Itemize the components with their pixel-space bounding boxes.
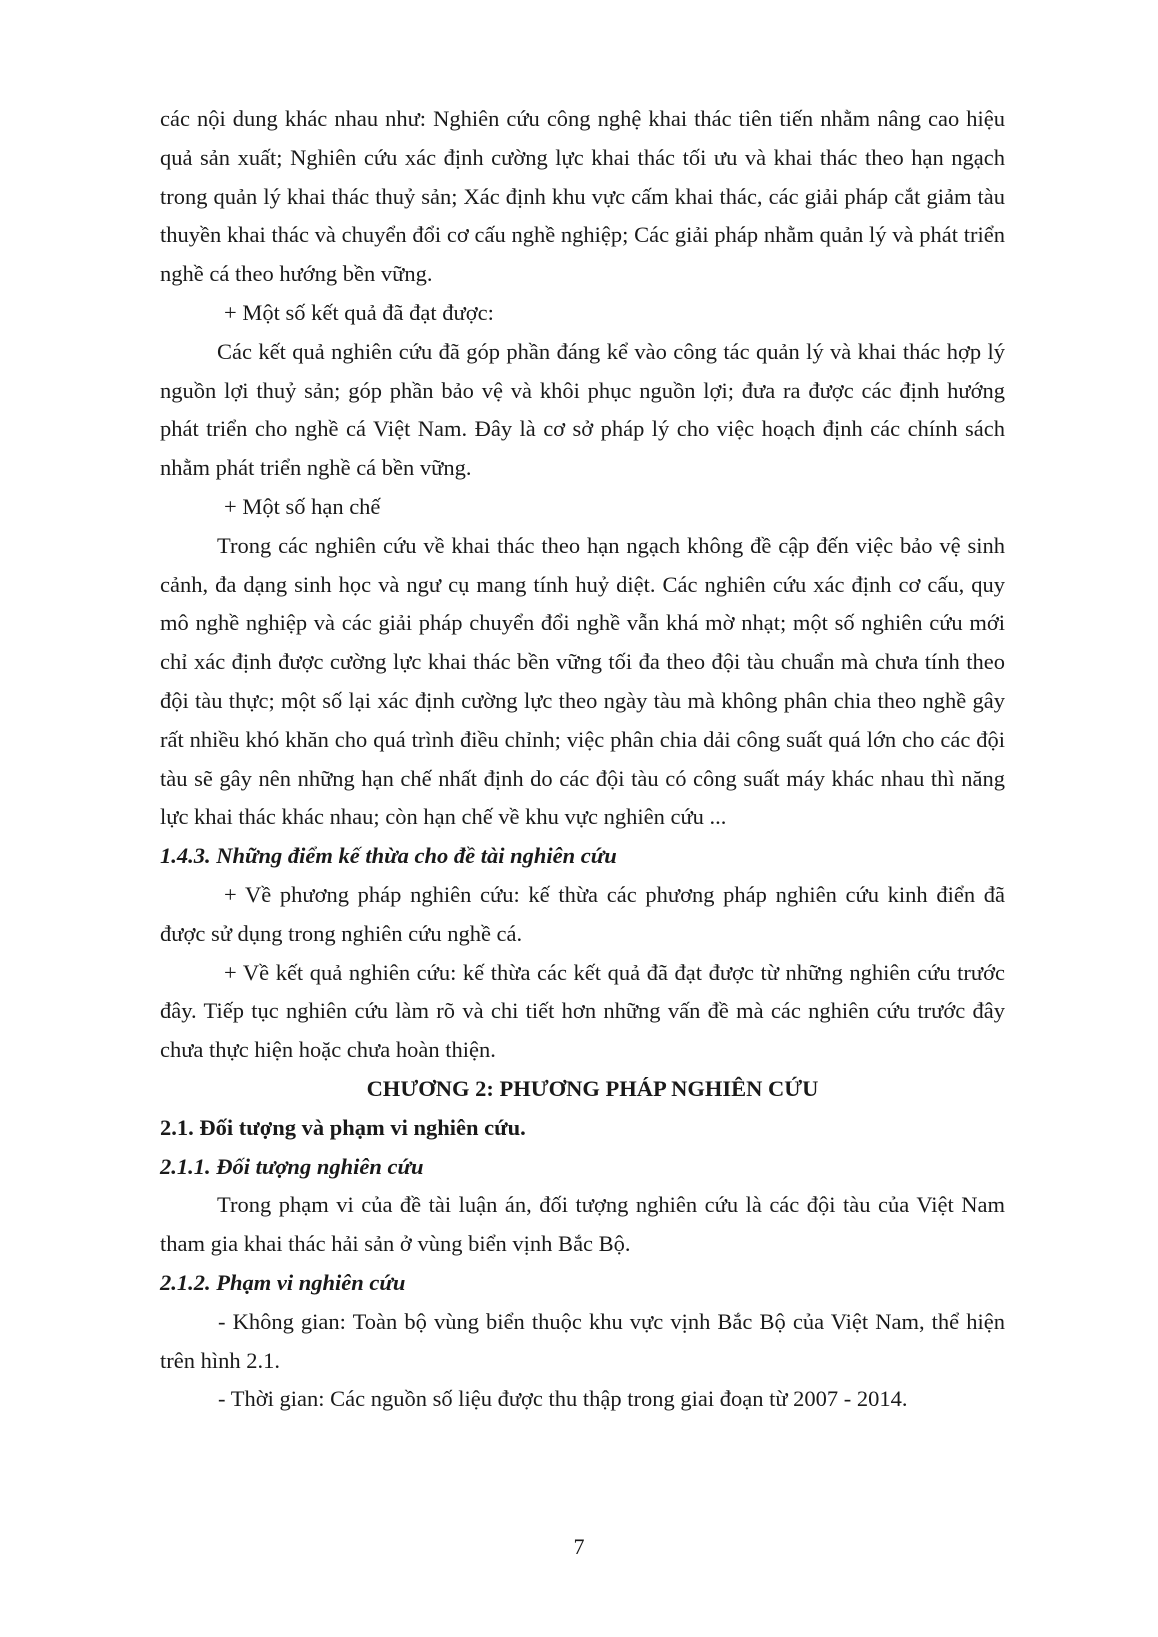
- paragraph-limitations: Trong các nghiên cứu về khai thác theo hạn ngạch không đề cập đến việc bảo vệ sinh cảnh, đa dạng sinh học và ngư cụ mang tính huỷ diệt. Các nghiên cứu xác định cơ cấu, quy mô nghề nghiệp và các giải pháp chuyển đổi nghề vẫn khá mờ nhạt; một số nghiên cứu mới chỉ xác định được cường lực khai thác bền vững tối đa theo đội tàu chuẩn mà chưa tính theo đội tàu thực; một số lại xác định cường lực theo ngày tàu mà không phân chia theo nghề gây rất nhiều khó khăn cho quá trình điều chỉnh; việc phân chia dải công suất quá lớn cho các đội tàu sẽ gây nên những hạn chế nhất định do các đội tàu có công suất máy khác nhau thì năng lực khai thác khác nhau; còn hạn chế về khu vực nghiên cứu ...: [160, 532, 1005, 830]
- paragraph-results: Các kết quả nghiên cứu đã góp phần đáng kể vào công tác quản lý và khai thác hợp lý nguồn lợi thuỷ sản; góp phần bảo vệ và khôi phục nguồn lợi; đưa ra được các định hướng phát triển cho nghề cá Việt Nam. Đây là cơ sở pháp lý cho việc hoạch định các chính sách nhằm phát triển nghề cá bền vững.: [160, 338, 1005, 481]
- paragraph-result-inheritance: + Về kết quả nghiên cứu: kế thừa các kết quả đã đạt được từ những nghiên cứu trước đây. Tiếp tục nghiên cứu làm rõ và chi tiết hơn những vấn đề mà các nghiên cứu trước đây chưa thực hiện hoặc chưa hoàn thiện.: [160, 959, 1005, 1063]
- section-heading-2-1-2: 2.1.2. Phạm vi nghiên cứu: [160, 1269, 406, 1295]
- section-heading-2-1-1: 2.1.1. Đối tượng nghiên cứu: [160, 1153, 424, 1179]
- chapter-title: CHƯƠNG 2: PHƯƠNG PHÁP NGHIÊN CỨU: [366, 1075, 819, 1101]
- paragraph-research-contents: các nội dung khác nhau như: Nghiên cứu công nghệ khai thác tiên tiến nhằm nâng cao hiệu quả sản xuất; Nghiên cứu xác định cường lực khai thác tối ưu và khai thác theo hạn ngạch trong quản lý khai thác thuỷ sản; Xác định khu vực cấm khai thác, các giải pháp cắt giảm tàu thuyền khai thác và chuyển đổi cơ cấu nghề nghiệp; Các giải pháp nhằm quản lý và phát triển nghề cá theo hướng bền vững.: [160, 106, 1005, 287]
- page-number: 7: [573, 1534, 585, 1559]
- paragraph-space-scope: - Không gian: Toàn bộ vùng biển thuộc khu vực vịnh Bắc Bộ của Việt Nam, thể hiện trên hình 2.1.: [160, 1308, 1005, 1373]
- document-page: [160, 100, 1005, 1419]
- section-heading-1-4-3: 1.4.3. Những điểm kế thừa cho đề tài nghiên cứu: [160, 843, 617, 869]
- limitations-heading: + Một số hạn chế: [224, 493, 381, 519]
- paragraph-research-subject: Trong phạm vi của đề tài luận án, đối tượng nghiên cứu là các đội tàu của Việt Nam tham gia khai thác hải sản ở vùng biển vịnh Bắc Bộ.: [160, 1192, 1005, 1257]
- paragraph-method-inheritance: + Về phương pháp nghiên cứu: kế thừa các phương pháp nghiên cứu kinh điển đã được sử dụng trong nghiên cứu nghề cá.: [160, 881, 1005, 946]
- paragraph-time-scope: - Thời gian: Các nguồn số liệu được thu thập trong giai đoạn từ 2007 - 2014.: [218, 1386, 908, 1412]
- results-heading: + Một số kết quả đã đạt được:: [224, 299, 494, 325]
- section-heading-2-1: 2.1. Đối tượng và phạm vi nghiên cứu.: [160, 1114, 526, 1140]
